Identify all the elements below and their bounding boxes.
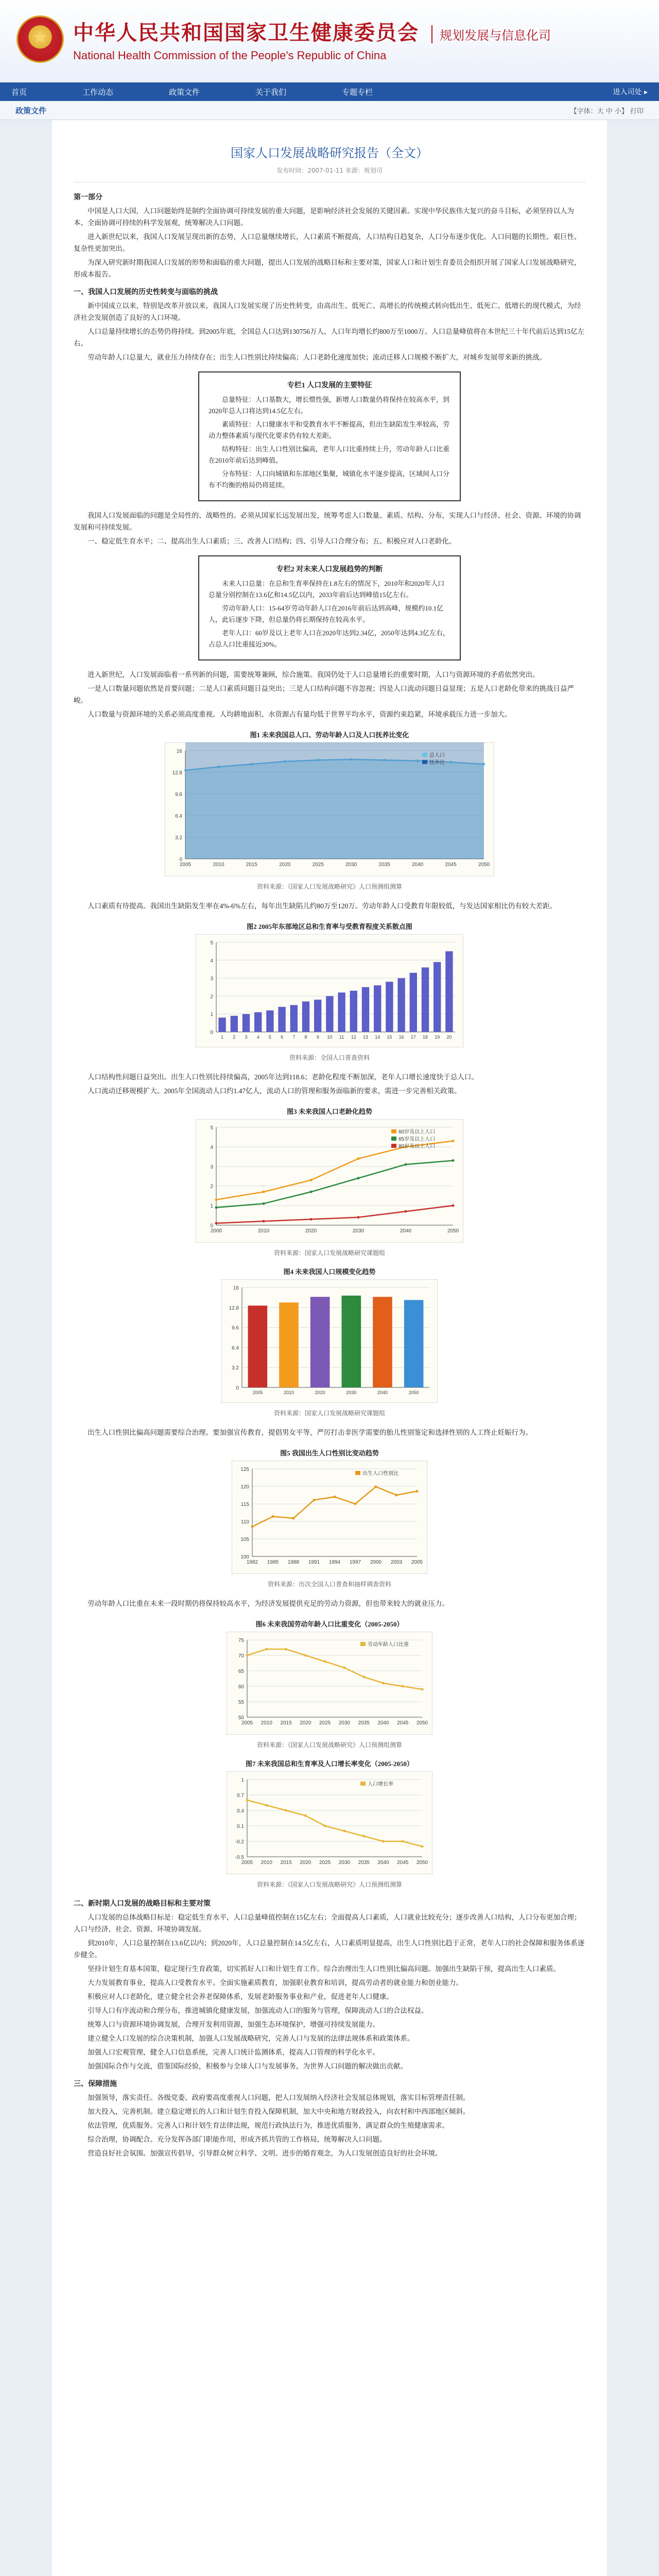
figure-1 [74, 730, 585, 891]
bar [362, 987, 369, 1032]
data-point [375, 1485, 377, 1488]
legend-swatch [360, 1782, 366, 1786]
data-point [285, 1809, 287, 1812]
paragraph: 加强人口宏观管理，健全人口信息系统，完善人口统计监测体系，提高人口管理的科学化水平。 [88, 2048, 379, 2056]
paragraph: 人口流动迁移规模扩大。2005年全国流动人口约1.47亿人，流动人口的管理和服务面临新的要求，需进一步完善相关政策。 [88, 1087, 461, 1095]
chart-7 [227, 1771, 432, 1874]
data-point [357, 1216, 360, 1218]
y-tick-label: 12.8 [229, 1305, 239, 1311]
x-tick-label: 2010 [283, 1390, 294, 1395]
data-point [263, 1191, 265, 1193]
y-tick-label: 0 [210, 1030, 213, 1036]
x-tick-label: 2030 [338, 1720, 351, 1726]
x-tick-label: 2045 [397, 1720, 409, 1726]
x-tick-label: 2030 [346, 1390, 357, 1395]
y-tick-label: 6.4 [232, 1345, 239, 1351]
section-heading-1: 一、我国人口发展的历史性转变与面临的挑战 [74, 289, 218, 296]
data-point [285, 1648, 287, 1651]
data-point [324, 1825, 326, 1827]
box-title: 专栏1 人口发展的主要特征 [287, 382, 372, 389]
bar [445, 951, 453, 1032]
y-tick-label: 16 [176, 749, 182, 754]
data-point [354, 1503, 357, 1505]
figure-6 [74, 1619, 585, 1749]
site-title-en: National Health Commission of the People's Republic of China [73, 48, 387, 62]
x-tick-label: 2015 [246, 862, 258, 868]
paragraph: 一、稳定低生育水平；二、提高出生人口素质；三、改善人口结构；四、引导人口合理分布；五、积极应对人口老龄化。 [88, 537, 456, 545]
data-point [251, 1526, 254, 1528]
figure-source: 资料来源：国家人口发展战略研究课题组 [273, 1410, 385, 1417]
paragraph: 为深入研究新时期我国人口发展的形势和面临的重大问题，提出人口发展的战略目标和主要对策，国家人口和计划生育委员会组织开展了国家人口发展战略研究，形成本报告。 [74, 259, 581, 278]
data-point [402, 1685, 404, 1688]
x-tick-label: 2030 [338, 1860, 351, 1866]
x-tick-label: 2045 [397, 1860, 409, 1866]
nav-topics[interactable]: 专题专栏 [342, 87, 373, 97]
data-point [421, 1845, 424, 1848]
legend-swatch [391, 1144, 396, 1148]
nav-work-news[interactable]: 工作动态 [82, 87, 114, 97]
y-tick-label: 60 [238, 1684, 244, 1690]
legend-label: 60岁及以上人口 [398, 1129, 436, 1135]
bar [279, 1302, 299, 1387]
paragraph: 综合治理，协调配合。充分发挥各部门职能作用，形成齐抓共管的工作格局，统筹解决人口问题。 [88, 2136, 387, 2143]
x-tick-label: 1994 [328, 1560, 341, 1565]
y-tick-label: 3 [210, 976, 213, 982]
box-title: 专栏2 对未来人口发展趋势的判断 [276, 566, 383, 573]
x-tick-label: 12 [351, 1035, 356, 1040]
x-tick-label: 2020 [300, 1720, 311, 1726]
x-tick-label: 2005 [241, 1720, 253, 1726]
bar [242, 1014, 250, 1032]
y-tick-label: 110 [241, 1519, 249, 1525]
bar [433, 962, 441, 1032]
x-tick-label: 2040 [377, 1720, 389, 1726]
bar [350, 991, 357, 1032]
main-nav [0, 82, 659, 101]
y-tick-label: 50 [238, 1715, 244, 1721]
bar [218, 1018, 226, 1032]
x-tick-label: 2040 [411, 862, 424, 868]
x-tick-label: 1982 [246, 1560, 258, 1565]
data-point [452, 1159, 455, 1162]
x-tick-label: 2025 [312, 862, 324, 868]
x-tick-label: 2020 [279, 862, 291, 868]
intro-heading: 第一部分 [74, 194, 102, 201]
figure-caption: 图4 未来我国人口规模变化趋势 [283, 1268, 376, 1276]
legend-label: 人口增长率 [368, 1782, 393, 1787]
bar [302, 1002, 309, 1032]
x-tick-label: 1997 [349, 1560, 361, 1565]
y-tick-label: 3.2 [232, 1365, 239, 1371]
bar [404, 1300, 424, 1387]
data-point [263, 1202, 265, 1205]
bar [231, 1016, 238, 1032]
chart-4 [221, 1279, 438, 1403]
legend-label: 劳动年龄人口比重 [368, 1642, 409, 1648]
paragraph: 引导人口有序流动和合理分布，推进城镇化健康发展，加强流动人口的服务与管理，保障流动人口的合法权益。 [88, 2007, 428, 2014]
x-tick-label: 2030 [352, 1228, 365, 1234]
paragraph: 劳动年龄人口总量大，就业压力持续存在；出生人口性别比持续偏高；人口老龄化速度加快；流动迁移人口规模不断扩大，对城乡发展带来新的挑战。 [88, 353, 546, 361]
paragraph: 人口数量与资源环境的关系必须高度重视。人均耕地面积、水资源占有量均低于世界平均水平，资源约束趋紧，环境承载压力进一步加大。 [88, 710, 512, 718]
figure-caption: 图6 未来我国劳动年龄人口比重变化（2005-2050） [255, 1620, 404, 1628]
y-tick-label: 0 [179, 857, 182, 862]
y-tick-label: 115 [241, 1502, 249, 1507]
x-tick-label: 2005 [179, 862, 192, 868]
data-point [313, 1499, 316, 1501]
x-tick-label: 6 [281, 1035, 284, 1040]
paragraph: 统筹人口与资源环境协调发展，合理开发利用资源，加强生态环境保护，增强可持续发展能力。 [88, 2021, 379, 2028]
data-point [402, 1840, 404, 1843]
x-tick-label: 16 [398, 1035, 404, 1040]
y-tick-label: 1 [210, 1204, 213, 1209]
legend-swatch [355, 1471, 360, 1475]
national-emblem-icon [16, 15, 64, 63]
paragraph: 依法管理，优质服务。完善人口和计划生育法律法规，规范行政执法行为，推进优质服务，满足群众的生殖健康需求。 [88, 2122, 449, 2129]
font-size-tools[interactable]: 【字体：大 中 小】 打印 [570, 107, 644, 115]
y-tick-label: 105 [240, 1537, 249, 1543]
y-tick-label: 12.8 [172, 770, 182, 776]
chart-background [232, 1461, 427, 1574]
figure-caption: 图3 未来我国人口老龄化趋势 [287, 1108, 372, 1115]
paragraph: 出生人口性别比偏高问题需要综合治理。要加强宣传教育，提倡男女平等，严厉打击非医学需要的胎儿性别鉴定和选择性别的人工终止妊娠行为。 [88, 1429, 532, 1436]
legend-swatch [360, 1642, 366, 1646]
bar [278, 1007, 285, 1032]
chart-3 [196, 1119, 463, 1243]
paragraph: 人口结构性问题日益突出。出生人口性别比持续偏高，2005年达到118.6；老龄化程度不断加深，老年人口增长速度快于总人口。 [88, 1073, 478, 1081]
bar [422, 968, 429, 1032]
paragraph: 坚持计划生育基本国策，稳定现行生育政策，切实抓好人口和计划生育工作。综合治理出生人口性别比偏高问题。加强出生缺陷干预，提高出生人口素质。 [88, 1965, 560, 1973]
logo-block[interactable] [16, 15, 551, 63]
paragraph: 积极应对人口老龄化，建立健全社会养老保障体系，发展老龄服务事业和产业，促进老年人口健康。 [88, 1993, 393, 2001]
article-title: 国家人口发展战略研究报告（全文） [231, 146, 428, 160]
x-tick-label: 2025 [319, 1860, 331, 1866]
x-tick-label: 2050 [416, 1860, 428, 1866]
x-tick-label: 2050 [408, 1390, 419, 1395]
bar [338, 992, 345, 1032]
y-tick-label: 3.2 [175, 835, 182, 841]
sidebar-box-2 [198, 555, 461, 660]
paragraph: 大力发展教育事业，提高人口受教育水平。全面实施素质教育，加强职业教育和培训，提高劳动者的就业能力和创业能力。 [88, 1979, 463, 1987]
bar [397, 978, 405, 1032]
legend-swatch [422, 753, 427, 757]
x-tick-label: 3 [245, 1035, 248, 1040]
chart-5 [232, 1461, 427, 1574]
department-name: 规划发展与信息化司 [431, 25, 551, 43]
bar [266, 1010, 273, 1032]
data-point [246, 1654, 249, 1657]
paragraph: 人口总量持续增长的态势仍将持续。到2005年底，全国总人口达到130756万人，人口年均增长约800万至1000万。人口总量峰值将在本世纪三十年代前后达到15亿左右。 [74, 328, 585, 347]
section-bar [0, 101, 659, 120]
box-paragraph: 劳动年龄人口：15-64岁劳动年龄人口在2016年前后达到高峰，规模约10.1亿人，此后逐步下降，但总量仍将长期保持在较高水平。 [209, 604, 444, 623]
y-tick-label: 3 [210, 1164, 213, 1170]
paragraph: 新中国成立以来，特别是改革开放以来，我国人口发展实现了历史性转变，由高出生、低死亡、高增长的传统模式转向低出生、低死亡、低增长的现代模式，为经济社会发展创造了良好的人口环境。 [74, 302, 581, 321]
y-tick-label: 65 [238, 1669, 244, 1674]
x-tick-label: 1991 [308, 1560, 320, 1565]
x-tick-label: 2040 [377, 1860, 389, 1866]
paragraph: 中国是人口大国，人口问题始终是制约全面协调可持续发展的重大问题，是影响经济社会发展的关键因素。实现中华民族伟大复兴的奋斗目标，必须坚持以人为本、全面协调可持续的科学发展观，统筹解决人口问题。 [74, 207, 574, 227]
box-paragraph: 未来人口总量：在总和生育率保持在1.8左右的情况下，2010年和2020年人口总量分别控制在13.6亿和14.5亿以内，2033年前后达到峰值15亿左右。 [209, 580, 445, 599]
data-point [362, 1835, 365, 1838]
legend-swatch [391, 1137, 396, 1141]
x-tick-label: 2040 [400, 1228, 412, 1234]
figure-caption: 图7 未来我国总和生育率及人口增长率变化（2005-2050） [245, 1760, 414, 1768]
x-tick-label: 2025 [319, 1720, 331, 1726]
figure-caption: 图1 未来我国总人口、劳动年龄人口及人口抚养比变化 [250, 731, 409, 739]
x-tick-label: 18 [422, 1035, 428, 1040]
x-tick-label: 19 [435, 1035, 440, 1040]
data-point [272, 1515, 274, 1518]
data-point [405, 1163, 407, 1166]
y-tick-label: 75 [238, 1638, 244, 1643]
x-tick-label: 2000 [370, 1560, 382, 1565]
x-tick-label: 2015 [280, 1720, 292, 1726]
chart-6 [227, 1632, 432, 1735]
legend-label: 总人口 [429, 753, 445, 758]
box-paragraph: 总量特征：人口基数大，增长惯性强，新增人口数量仍将保持在较高水平，到2020年总人口将达到14.5亿左右。 [209, 396, 450, 415]
x-tick-label: 1985 [267, 1560, 279, 1565]
legend-label: 出生人口性别比 [362, 1471, 398, 1477]
data-point [357, 1157, 360, 1160]
y-tick-label: 4 [210, 1145, 213, 1150]
paragraph: 人口发展的总体战略目标是：稳定低生育水平，人口总量峰值控制在15亿左右；全面提高人口素质，人口就业比较充分；逐步改善人口结构，人口分布更加合理；人口与经济、社会、资源、环境协调发展。 [74, 1913, 581, 1933]
legend-label: 65岁及以上人口 [398, 1137, 436, 1142]
box-paragraph: 结构特征：出生人口性别比偏高，老年人口比重持续上升，劳动年龄人口比重在2010年前后达到峰值。 [209, 445, 450, 464]
paragraph: 进入新世纪，人口发展面临着一系列新的问题，需要统筹兼顾，综合施策。我国仍处于人口总量增长的重要时期，人口与资源环境的矛盾依然突出。 [88, 671, 540, 679]
x-tick-label: 2005 [241, 1860, 253, 1866]
y-tick-label: 6.4 [175, 814, 182, 819]
chart-background [227, 1771, 432, 1874]
figure-source: 资料来源：历次全国人口普查和抽样调查资料 [267, 1581, 391, 1588]
x-tick-label: 9 [316, 1035, 319, 1040]
paragraph: 营造良好社会氛围。加强宣传倡导，引导群众树立科学、文明、进步的婚育观念，为人口发展创造良好的社会环境。 [88, 2149, 442, 2157]
y-tick-label: 5 [210, 940, 213, 946]
data-point [215, 1198, 218, 1201]
data-point [357, 1177, 360, 1179]
x-tick-label: 2020 [305, 1228, 317, 1234]
y-tick-label: 16 [233, 1285, 239, 1291]
figure-source: 资料来源：《国家人口发展战略研究》人口预测组测算 [256, 1881, 402, 1888]
x-tick-label: 17 [410, 1035, 416, 1040]
x-tick-label: 13 [362, 1035, 369, 1040]
figure-4 [74, 1266, 585, 1417]
x-tick-label: 2005 [411, 1560, 423, 1565]
paragraph: 到2010年，人口总量控制在13.6亿以内；到2020年，人口总量控制在14.5亿左右，人口素质明显提高，出生人口性别比趋于正常，老年人口的社会保障和服务体系逐步健全。 [74, 1939, 585, 1959]
x-tick-label: 2015 [280, 1860, 292, 1866]
y-tick-label: 125 [240, 1467, 249, 1472]
box-paragraph: 老年人口：60岁及以上老年人口在2020年达到2.34亿，2050年达到4.3亿左右，占总人口比重接近30%。 [209, 629, 450, 648]
y-tick-label: -0.2 [235, 1839, 244, 1845]
current-section[interactable]: 政策文件 [15, 106, 47, 115]
bar [326, 996, 333, 1032]
bar [248, 1306, 268, 1387]
sidebar-box-1 [198, 371, 461, 501]
figure-source: 资料来源：《国家人口发展战略研究》人口预测组测算 [256, 883, 402, 890]
bar [314, 999, 321, 1032]
figure-caption: 图2 2005年东部地区总和生育率与受教育程度关系散点图 [247, 923, 412, 930]
bar [342, 1296, 361, 1387]
x-tick-label: 10 [327, 1035, 333, 1040]
nav-policy-docs[interactable]: 政策文件 [169, 87, 200, 97]
data-point [343, 1667, 345, 1669]
data-point [246, 1799, 249, 1802]
y-tick-label: 0.7 [237, 1793, 244, 1799]
legend-swatch [422, 760, 427, 764]
data-point [263, 1220, 265, 1223]
y-tick-label: 0 [236, 1385, 239, 1391]
x-tick-label: 2020 [300, 1860, 311, 1866]
data-point [395, 1494, 398, 1497]
article-meta: 发布时间：2007-01-11 来源：规划司 [74, 166, 585, 182]
x-tick-label: 2010 [261, 1860, 272, 1866]
x-tick-label: 4 [256, 1035, 259, 1040]
bar [290, 1005, 298, 1032]
x-tick-label: 2050 [416, 1720, 428, 1726]
figure-5 [74, 1448, 585, 1588]
data-point [304, 1654, 307, 1657]
data-point [382, 1682, 385, 1685]
data-point [265, 1648, 268, 1651]
bar [386, 982, 393, 1032]
figure-caption: 图5 我国出生人口性别比变动趋势 [280, 1449, 379, 1457]
y-tick-label: 70 [238, 1653, 244, 1659]
chart-2 [196, 934, 463, 1047]
data-point [362, 1676, 365, 1679]
x-tick-label: 2035 [378, 862, 390, 868]
data-point [310, 1179, 313, 1181]
data-point [452, 1205, 455, 1207]
data-point [334, 1496, 336, 1498]
x-tick-label: 5 [268, 1035, 271, 1040]
figure-7 [74, 1758, 585, 1889]
x-tick-label: 15 [387, 1035, 392, 1040]
paragraph: 劳动年龄人口比重在未来一段时期仍将保持较高水平，为经济发展提供充足的劳动力资源，但也带来较大的就业压力。 [88, 1600, 449, 1607]
y-tick-label: 4 [210, 958, 213, 964]
site-title-cn: 中华人民共和国国家卫生健康委员会 [73, 21, 419, 45]
y-tick-label: 2 [210, 994, 213, 1000]
y-tick-label: 120 [240, 1484, 249, 1490]
x-tick-label: 2010 [213, 862, 224, 868]
paragraph: 进入新世纪以来，我国人口发展呈现出新的态势，人口总量继续增长，人口素质不断提高，人口结构日趋复杂，人口分布逐步优化。人口问题的长期性、艰巨性、复杂性更加突出。 [74, 233, 581, 252]
y-tick-label: 9.6 [232, 1325, 239, 1331]
x-tick-label: 2050 [447, 1228, 459, 1234]
y-tick-label: 100 [240, 1554, 249, 1560]
figure-source: 资料来源：国家人口发展战略研究课题组 [273, 1249, 385, 1257]
x-tick-label: 7 [292, 1035, 296, 1040]
x-tick-label: 2000 [210, 1228, 222, 1234]
x-tick-label: 1 [221, 1035, 224, 1040]
x-tick-label: 2010 [261, 1720, 272, 1726]
x-tick-label: 2045 [445, 862, 457, 868]
paragraph: 人口素质有待提高。我国出生缺陷发生率在4%-6%左右，每年出生缺陷儿约80万至120万。劳动年龄人口受教育年限较低，与发达国家相比仍有较大差距。 [88, 902, 557, 910]
y-tick-label: -0.5 [235, 1855, 244, 1860]
data-point [304, 1815, 307, 1817]
paragraph: 加强国际合作与交流，借鉴国际经验，积极参与全球人口与发展事务，为世界人口问题的解决做出贡献。 [88, 2062, 407, 2070]
nav-about[interactable]: 关于我们 [255, 87, 287, 97]
x-tick-label: 2035 [358, 1860, 370, 1866]
y-tick-label: 1 [210, 1012, 213, 1018]
y-tick-label: 5 [210, 1125, 213, 1131]
x-tick-label: 14 [375, 1035, 380, 1040]
data-point [343, 1830, 345, 1833]
nav-home[interactable]: 首页 [11, 87, 27, 97]
y-tick-label: 0 [210, 1223, 213, 1229]
bar [374, 986, 381, 1032]
x-tick-label: 2030 [345, 862, 357, 868]
site-header [0, 0, 659, 82]
data-point [215, 1206, 218, 1209]
article-container [52, 120, 607, 2576]
data-point [405, 1210, 407, 1213]
section-heading-2: 二、新时期人口发展的战略目标和主要对策 [74, 1900, 211, 1908]
data-point [452, 1140, 455, 1142]
y-tick-label: 0.1 [237, 1824, 244, 1829]
x-tick-label: 2010 [257, 1228, 270, 1234]
legend-label: 80岁及以上人口 [398, 1144, 436, 1149]
figure-2 [74, 921, 585, 1062]
x-tick-label: 20 [446, 1035, 452, 1040]
x-tick-label: 2020 [315, 1390, 325, 1395]
nav-enter-division[interactable]: 进入司处 ▸ [613, 88, 648, 96]
data-point [310, 1218, 313, 1221]
x-tick-label: 11 [339, 1035, 344, 1040]
x-tick-label: 1988 [287, 1560, 300, 1565]
data-point [265, 1804, 268, 1807]
x-tick-label: 8 [304, 1035, 307, 1040]
y-tick-label: 1 [241, 1777, 244, 1783]
x-tick-label: 2005 [252, 1390, 263, 1395]
paragraph: 我国人口发展面临的问题是全局性的、战略性的。必须从国家长远发展出发，统筹考虑人口数量、素质、结构、分布，实现人口与经济、社会、资源、环境的协调发展和可持续发展。 [74, 512, 581, 531]
data-point [416, 1490, 419, 1493]
figure-source: 资料来源：全国人口普查资料 [289, 1054, 370, 1061]
bar [310, 1297, 330, 1387]
figure-3 [74, 1106, 585, 1257]
paragraph: 加强领导，落实责任。各级党委、政府要高度重视人口问题，把人口发展纳入经济社会发展总体规划，落实目标管理责任制。 [88, 2094, 470, 2102]
x-tick-label: 2050 [478, 862, 490, 868]
legend-label: 抚养比 [429, 760, 445, 766]
data-point [421, 1688, 424, 1691]
y-tick-label: 0.4 [237, 1808, 244, 1814]
bar [254, 1012, 262, 1032]
paragraph: 建立健全人口发展的综合决策机制，加强人口发展战略研究，完善人口与发展的法律法规体系和政策体系。 [88, 2035, 414, 2042]
paragraph: 加大投入，完善机制。建立稳定增长的人口和计划生育投入保障机制，加大中央和地方财政投入，向农村和中西部地区倾斜。 [88, 2108, 470, 2115]
bar [373, 1297, 392, 1387]
data-point [310, 1191, 313, 1193]
data-point [215, 1222, 218, 1225]
x-tick-label: 2003 [390, 1560, 403, 1565]
data-point [324, 1660, 326, 1663]
x-tick-label: 2 [233, 1035, 236, 1040]
figure-source: 资料来源：《国家人口发展战略研究》人口预测组测算 [256, 1741, 402, 1749]
section-heading-3: 三、保障措施 [74, 2080, 117, 2088]
y-tick-label: 2 [210, 1184, 213, 1190]
x-tick-label: 2035 [358, 1720, 370, 1726]
data-point [292, 1517, 295, 1519]
paragraph: 一是人口数量问题依然是首要问题；二是人口素质问题日益突出；三是人口结构问题不容忽视；四是人口流动问题日益显现；五是人口老龄化带来的挑战日益严峻。 [74, 685, 574, 704]
y-tick-label: 55 [238, 1700, 244, 1705]
box-paragraph: 分布特征：人口向城镇和东部地区集聚，城镇化水平逐步提高，区域间人口分布不均衡的格局仍将延续。 [209, 470, 450, 489]
data-point [382, 1840, 385, 1843]
chart-1 [165, 742, 494, 876]
legend-swatch [391, 1129, 396, 1133]
box-paragraph: 素质特征：人口健康水平和受教育水平不断提高，但出生缺陷发生率较高，劳动力整体素质与现代化要求仍有较大差距。 [209, 420, 450, 439]
x-tick-label: 2040 [377, 1390, 388, 1395]
bar [410, 973, 417, 1032]
y-tick-label: 9.6 [175, 792, 182, 798]
